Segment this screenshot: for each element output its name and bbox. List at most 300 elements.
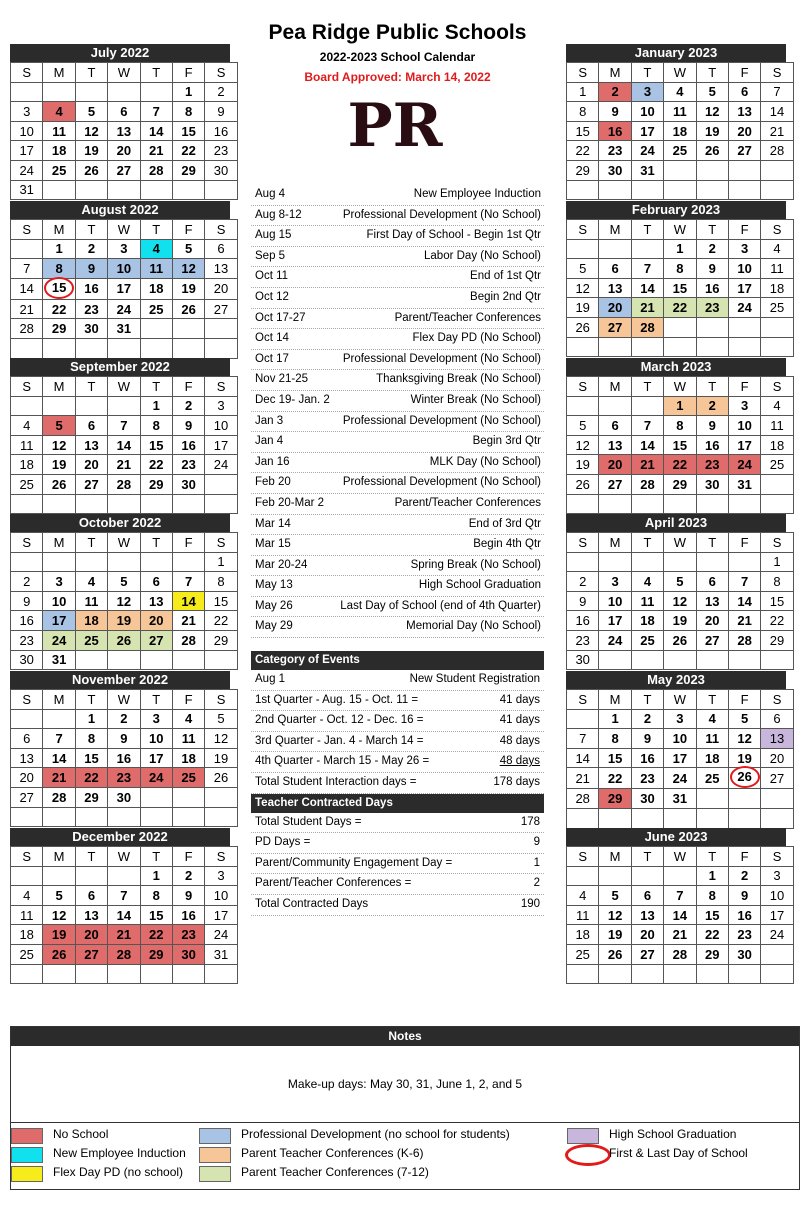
empty-day: [43, 807, 75, 827]
calendar-day: 26: [567, 317, 599, 337]
calendar-day: 11: [664, 102, 696, 122]
event-row: [251, 247, 544, 268]
empty-day: [761, 160, 793, 180]
event-description: Labor Day (No School): [424, 249, 541, 262]
calendar-day: 27: [761, 768, 793, 789]
empty-day: [567, 964, 599, 984]
event-row: [251, 206, 544, 227]
calendar-day: 8: [567, 102, 599, 122]
school-logo: [347, 88, 443, 161]
event-row: [251, 412, 544, 433]
calendar-day: 21: [43, 768, 75, 788]
empty-day: [696, 160, 728, 180]
empty-day: [567, 239, 599, 259]
empty-day: [728, 494, 760, 514]
empty-day: [205, 474, 237, 494]
weekday-header: T: [140, 690, 172, 710]
event-description: Begin 4th Qtr: [473, 538, 541, 551]
calendar-day: 9: [205, 102, 237, 122]
calendar-day: 24: [631, 141, 663, 161]
event-description: New Employee Induction: [413, 188, 541, 200]
event-description: Begin 2nd Qtr: [470, 290, 541, 303]
calendar-day: 31: [728, 474, 760, 494]
event-date: Sep 5: [255, 249, 286, 262]
calendar-day: 7: [631, 416, 663, 436]
empty-day: [205, 807, 237, 827]
empty-day: [11, 396, 43, 416]
empty-day: [728, 789, 760, 809]
calendar-day: 8: [140, 416, 172, 436]
calendar-day: 1: [664, 396, 696, 416]
empty-day: [599, 650, 631, 670]
calendar-day: 8: [140, 886, 172, 906]
calendar-day: 29: [696, 944, 728, 964]
event-date: Jan 3: [255, 414, 284, 427]
calendar-day: 20: [631, 925, 663, 945]
calendar-day: 14: [108, 905, 140, 925]
calendar-day: 2: [108, 709, 140, 729]
calendar-header: [250, 20, 545, 84]
empty-day: [172, 650, 204, 670]
calendar-day: 18: [140, 278, 172, 299]
month-title: February 2023: [566, 201, 786, 219]
calendar-day: 17: [664, 748, 696, 768]
weekday-header: W: [664, 377, 696, 397]
calendar-day: 19: [728, 748, 760, 768]
calendar-day: 16: [172, 905, 204, 925]
calendar-day: 21: [172, 611, 204, 631]
event-row: [251, 329, 544, 350]
event-row: [251, 309, 544, 330]
calendar-day: 12: [567, 435, 599, 455]
calendar-day: 5: [728, 709, 760, 729]
calendar-day: 14: [140, 121, 172, 141]
calendar-day: 30: [728, 944, 760, 964]
calendar-day: 8: [172, 102, 204, 122]
event-date: Jan 4: [255, 435, 284, 448]
summary-row: [251, 732, 544, 753]
weekday-header: S: [205, 847, 237, 867]
calendar-day: 29: [140, 474, 172, 494]
weekday-header: M: [599, 533, 631, 553]
month-august-2022: [10, 201, 230, 359]
weekday-header: M: [43, 377, 75, 397]
empty-day: [205, 494, 237, 514]
empty-day: [75, 494, 107, 514]
calendar-day: 28: [728, 630, 760, 650]
calendar-day: 18: [761, 278, 793, 298]
summary-value: 41 days: [499, 693, 540, 706]
calendar-day: 26: [599, 944, 631, 964]
calendar-day: 31: [108, 319, 140, 339]
calendar-day: 20: [140, 611, 172, 631]
calendar-day: 22: [75, 768, 107, 788]
calendar-day: 3: [205, 866, 237, 886]
calendar-day: 19: [664, 611, 696, 631]
weekday-header: T: [75, 533, 107, 553]
calendar-day: 4: [75, 572, 107, 592]
calendar-day: 31: [11, 180, 43, 200]
weekday-header: T: [696, 533, 728, 553]
empty-day: [140, 552, 172, 572]
weekday-header: T: [631, 847, 663, 867]
calendar-day: 13: [108, 121, 140, 141]
event-description: MLK Day (No School): [429, 455, 541, 468]
empty-day: [140, 494, 172, 514]
summary-label: 1st Quarter - Aug. 15 - Oct. 11 =: [255, 693, 419, 706]
weekday-header: M: [599, 220, 631, 240]
summary-row: [251, 773, 544, 794]
calendar-day: 18: [631, 611, 663, 631]
event-date: Mar 20-24: [255, 558, 308, 571]
weekday-header: S: [11, 377, 43, 397]
weekday-header: M: [599, 847, 631, 867]
calendar-day: 4: [11, 416, 43, 436]
empty-day: [11, 964, 43, 984]
empty-day: [75, 180, 107, 200]
legend-swatch-purple: [567, 1128, 599, 1144]
calendar-day: 16: [172, 435, 204, 455]
empty-day: [567, 709, 599, 729]
calendar-day: 8: [761, 572, 793, 592]
weekday-header: T: [631, 533, 663, 553]
weekday-header: F: [728, 847, 760, 867]
calendar-day: 16: [696, 278, 728, 298]
empty-day: [108, 82, 140, 102]
calendar-day: 15: [696, 905, 728, 925]
calendar-day: 16: [75, 278, 107, 299]
calendar-day: 4: [172, 709, 204, 729]
weekday-header: F: [172, 377, 204, 397]
calendar-day: 24: [728, 455, 760, 475]
legend-label: High School Graduation: [609, 1127, 737, 1141]
calendar-day: 6: [631, 886, 663, 906]
empty-day: [696, 789, 728, 809]
empty-day: [631, 396, 663, 416]
empty-day: [108, 964, 140, 984]
event-date: Mar 15: [255, 538, 291, 551]
event-row: [251, 535, 544, 556]
summary-value: New Student Registration: [409, 673, 540, 685]
empty-day: [108, 396, 140, 416]
calendar-day: 30: [75, 319, 107, 339]
empty-day: [599, 964, 631, 984]
empty-day: [11, 709, 43, 729]
calendar-day: 30: [172, 944, 204, 964]
teacher-days-header: Teacher Contracted Days: [251, 794, 544, 813]
calendar-day: 5: [567, 416, 599, 436]
empty-day: [11, 82, 43, 102]
empty-day: [664, 317, 696, 337]
calendar-day: 2: [75, 239, 107, 259]
calendar-day: 14: [761, 102, 793, 122]
calendar-day: 10: [664, 729, 696, 749]
calendar-day: 28: [140, 160, 172, 180]
event-row: [251, 391, 544, 412]
calendar-day: 9: [11, 591, 43, 611]
calendar-day: 3: [108, 239, 140, 259]
empty-day: [599, 337, 631, 357]
calendar-day: 11: [140, 259, 172, 279]
empty-day: [728, 180, 760, 200]
empty-day: [140, 787, 172, 807]
empty-day: [567, 337, 599, 357]
weekday-header: T: [696, 847, 728, 867]
calendar-day: 17: [205, 435, 237, 455]
empty-day: [108, 338, 140, 358]
month-june-2023: [566, 828, 786, 984]
calendar-day: 5: [108, 572, 140, 592]
calendar-day: 1: [599, 709, 631, 729]
calendar-day: 29: [567, 160, 599, 180]
month-title: October 2022: [10, 514, 230, 532]
weekday-header: S: [761, 690, 793, 710]
calendar-day: 6: [599, 416, 631, 436]
empty-day: [728, 317, 760, 337]
calendar-day: 25: [43, 160, 75, 180]
empty-day: [75, 807, 107, 827]
calendar-day: 26: [664, 630, 696, 650]
month-title: December 2022: [10, 828, 230, 846]
calendar-day: 20: [11, 768, 43, 788]
weekday-header: W: [664, 220, 696, 240]
calendar-day: 17: [728, 278, 760, 298]
calendar-day: 26: [43, 474, 75, 494]
calendar-day: 5: [43, 886, 75, 906]
calendar-day: 18: [696, 748, 728, 768]
calendar-day: 5: [172, 239, 204, 259]
calendar-day: 22: [140, 455, 172, 475]
event-date: Feb 20: [255, 476, 291, 489]
calendar-day: 3: [631, 82, 663, 102]
calendar-day: 11: [172, 729, 204, 749]
event-date: May 26: [255, 599, 293, 612]
calendar-day: 9: [631, 729, 663, 749]
empty-day: [631, 337, 663, 357]
calendar-day: 4: [761, 239, 793, 259]
calendar-day: 2: [599, 82, 631, 102]
calendar-day: 30: [631, 789, 663, 809]
legend-label: Parent Teacher Conferences (K-6): [241, 1146, 424, 1160]
calendar-day: 3: [599, 572, 631, 592]
calendar-day: 19: [43, 925, 75, 945]
weekday-header: M: [43, 690, 75, 710]
calendar-day: 17: [43, 611, 75, 631]
calendar-day: 28: [631, 317, 663, 337]
calendar-day: 27: [140, 630, 172, 650]
calendar-day: 6: [75, 416, 107, 436]
weekday-header: M: [43, 533, 75, 553]
calendar-day: 28: [761, 141, 793, 161]
calendar-day: 25: [11, 474, 43, 494]
empty-day: [205, 964, 237, 984]
calendar-day: 10: [761, 886, 793, 906]
weekday-header: S: [567, 690, 599, 710]
calendar-day: 13: [75, 905, 107, 925]
empty-day: [11, 866, 43, 886]
month-title: August 2022: [10, 201, 230, 219]
event-date: Nov 21-25: [255, 373, 309, 386]
calendar-day: 23: [599, 141, 631, 161]
calendar-day: 20: [696, 611, 728, 631]
calendar-day: 3: [728, 239, 760, 259]
svg-text:PR: PR: [347, 91, 443, 161]
calendar-day: 5: [664, 572, 696, 592]
calendar-day: 12: [205, 729, 237, 749]
summary-value: 178 days: [493, 775, 540, 788]
calendar-day: 13: [599, 435, 631, 455]
calendar-day: 25: [172, 768, 204, 788]
event-date: Feb 20-Mar 2: [255, 496, 325, 509]
legend-swatch-green: [199, 1166, 231, 1182]
empty-day: [43, 396, 75, 416]
empty-day: [761, 808, 793, 828]
event-date: Aug 8-12: [255, 208, 302, 221]
legend-label: No School: [53, 1127, 109, 1141]
calendar-day: 22: [599, 768, 631, 789]
calendar-day: 14: [728, 591, 760, 611]
calendar-day: 26: [205, 768, 237, 788]
calendar-day: 1: [205, 552, 237, 572]
weekday-header: T: [631, 220, 663, 240]
summary-label: Total Student Interaction days =: [255, 775, 417, 788]
event-description: Memorial Day (No School): [406, 620, 541, 633]
empty-day: [172, 964, 204, 984]
calendar-day: 18: [75, 611, 107, 631]
calendar-day: 5: [75, 102, 107, 122]
calendar-day: 23: [75, 299, 107, 319]
empty-day: [664, 866, 696, 886]
event-row: [251, 515, 544, 536]
weekday-header: T: [75, 377, 107, 397]
empty-day: [599, 239, 631, 259]
weekday-header: S: [205, 220, 237, 240]
calendar-day: 29: [664, 474, 696, 494]
empty-day: [761, 964, 793, 984]
calendar-subtitle: 2022-2023 School Calendar: [319, 50, 476, 64]
calendar-day: 13: [205, 259, 237, 279]
summary-value: 48 days: [499, 755, 540, 768]
calendar-day: 14: [631, 435, 663, 455]
calendar-day: 9: [696, 416, 728, 436]
event-row: [251, 597, 544, 618]
empty-day: [761, 180, 793, 200]
weekday-header: T: [696, 220, 728, 240]
empty-day: [567, 180, 599, 200]
calendar-day: 11: [43, 121, 75, 141]
empty-day: [664, 160, 696, 180]
calendar-day: 29: [140, 944, 172, 964]
calendar-day: 27: [599, 474, 631, 494]
calendar-day: 11: [11, 435, 43, 455]
calendar-day: [728, 768, 760, 789]
weekday-header: W: [108, 377, 140, 397]
summary-value: 9: [533, 836, 540, 849]
summary-value: 190: [520, 897, 540, 910]
empty-day: [205, 180, 237, 200]
summary-value: 48 days: [499, 734, 540, 747]
calendar-day: 13: [761, 729, 793, 749]
empty-day: [664, 180, 696, 200]
calendar-day: 24: [205, 925, 237, 945]
empty-day: [696, 337, 728, 357]
legend-circle-icon: [565, 1144, 611, 1166]
event-description: Begin 3rd Qtr: [472, 435, 541, 448]
month-march-2023: [566, 358, 786, 514]
calendar-day: 16: [631, 748, 663, 768]
calendar-day: 21: [664, 925, 696, 945]
empty-day: [664, 650, 696, 670]
empty-day: [631, 866, 663, 886]
calendar-day: 21: [631, 298, 663, 318]
calendar-day: 24: [108, 299, 140, 319]
event-description: Professional Development (No School): [342, 414, 541, 427]
calendar-day: 14: [172, 591, 204, 611]
empty-day: [599, 552, 631, 572]
calendar-day: 12: [664, 591, 696, 611]
calendar-day: 3: [11, 102, 43, 122]
calendar-day: 29: [761, 630, 793, 650]
calendar-day: 2: [631, 709, 663, 729]
empty-day: [172, 787, 204, 807]
calendar-day: 24: [664, 768, 696, 789]
empty-day: [11, 338, 43, 358]
calendar-day: 22: [664, 455, 696, 475]
month-title: April 2023: [566, 514, 786, 532]
calendar-day: 17: [599, 611, 631, 631]
events-list: [251, 185, 544, 638]
calendar-day: 10: [205, 416, 237, 436]
calendar-day: 10: [140, 729, 172, 749]
calendar-day: 17: [728, 435, 760, 455]
month-title: January 2023: [566, 44, 786, 62]
calendar-day: 28: [664, 944, 696, 964]
calendar-day: 6: [761, 709, 793, 729]
calendar-day: 4: [567, 886, 599, 906]
empty-day: [205, 650, 237, 670]
summary-row: [251, 854, 544, 875]
calendar-day: 21: [728, 611, 760, 631]
summary-row: [251, 691, 544, 712]
calendar-day: 28: [567, 789, 599, 809]
calendar-day: 15: [172, 121, 204, 141]
month-title: March 2023: [566, 358, 786, 376]
calendar-day: 5: [205, 709, 237, 729]
event-date: Dec 19- Jan. 2: [255, 393, 330, 406]
calendar-day: 22: [172, 141, 204, 161]
calendar-day: 21: [567, 768, 599, 789]
weekday-header: F: [172, 63, 204, 83]
empty-day: [140, 319, 172, 339]
calendar-day: 27: [205, 299, 237, 319]
weekday-header: F: [172, 690, 204, 710]
calendar-day: 25: [11, 944, 43, 964]
empty-day: [728, 337, 760, 357]
empty-day: [75, 82, 107, 102]
empty-day: [75, 866, 107, 886]
event-description: Last Day of School (end of 4th Quarter): [340, 599, 541, 612]
month-october-2022: [10, 514, 230, 670]
calendar-day: 12: [172, 259, 204, 279]
calendar-day: 14: [11, 278, 43, 299]
empty-day: [205, 338, 237, 358]
calendar-day: 21: [11, 299, 43, 319]
weekday-header: S: [567, 533, 599, 553]
calendar-day: 3: [761, 866, 793, 886]
calendar-day: 31: [205, 944, 237, 964]
summary-label: PD Days =: [255, 836, 311, 849]
calendar-day: 12: [728, 729, 760, 749]
